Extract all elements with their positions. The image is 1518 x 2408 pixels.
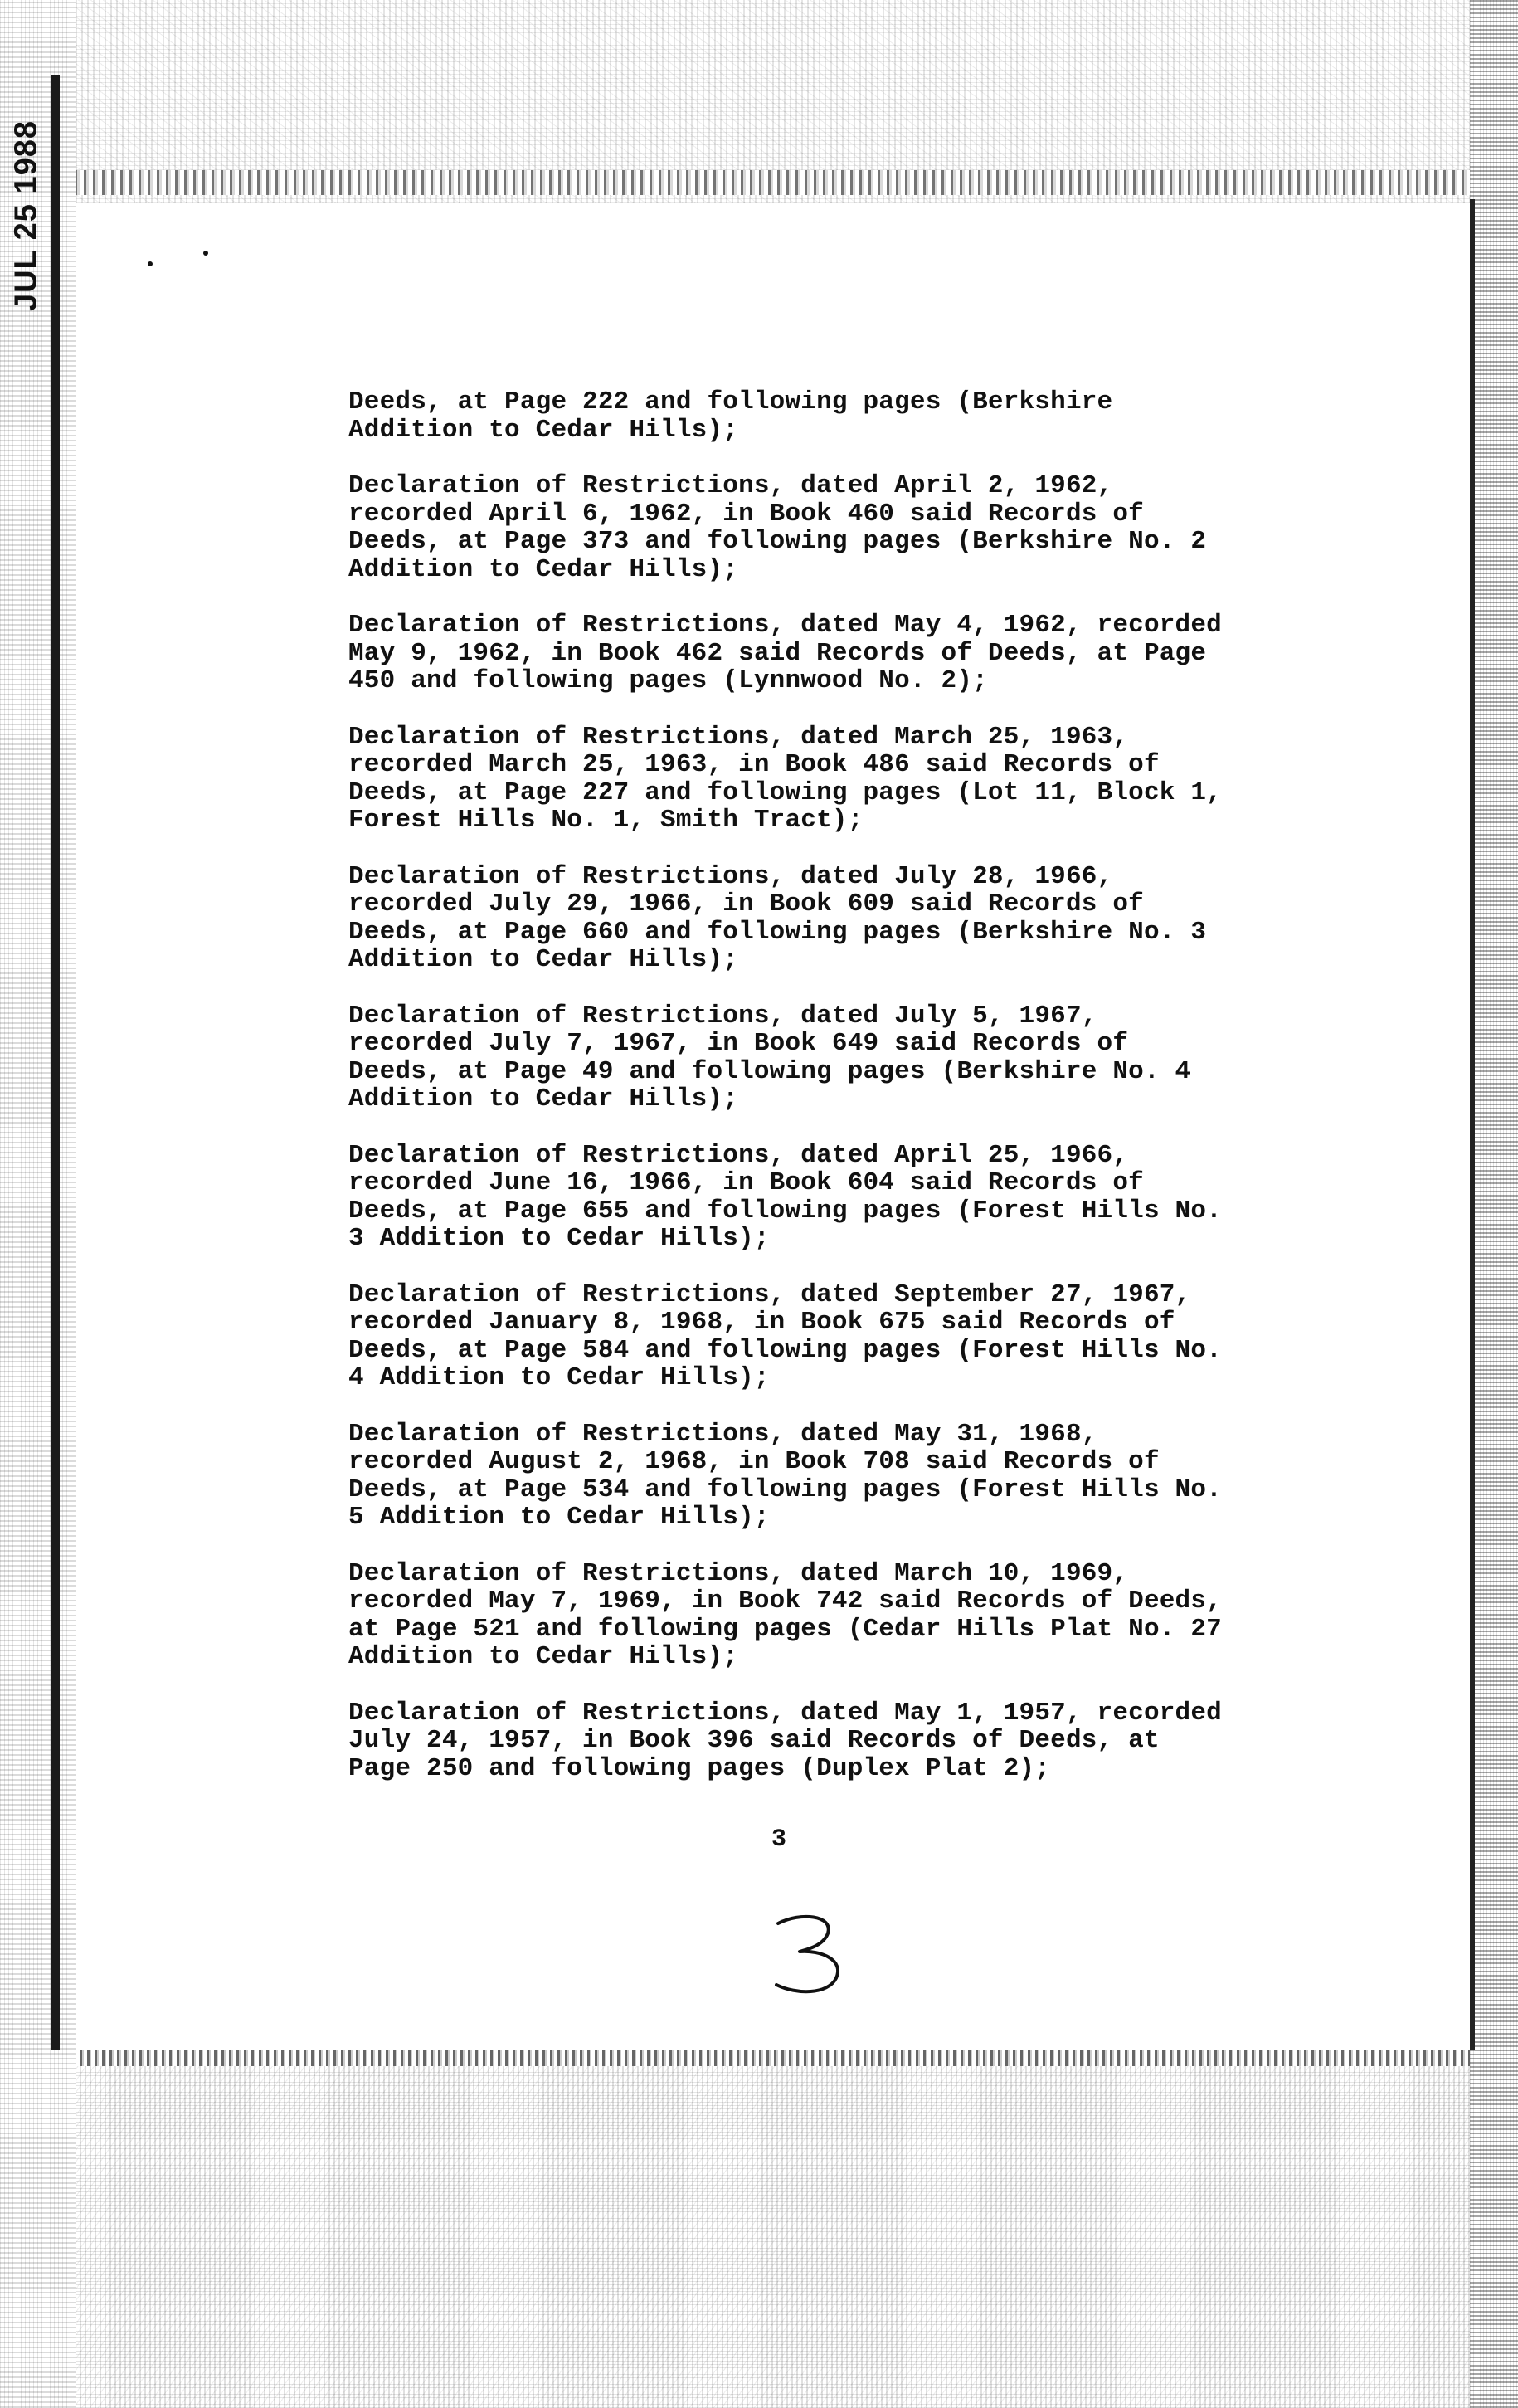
text-line: Declaration of Restrictions, dated May 1, 1957, recorded [348, 1698, 1222, 1728]
text-line: recorded June 16, 1966, in Book 604 said Records of [348, 1168, 1144, 1197]
text-line: recorded August 2, 1968, in Book 708 said Records of [348, 1447, 1160, 1476]
paragraph [348, 472, 1302, 583]
text-line: Declaration of Restrictions, dated March 25, 1963, [348, 722, 1129, 752]
date-stamp [2, 100, 51, 332]
speck [148, 261, 153, 266]
scan-noise-left [0, 0, 76, 2408]
scan-edge-top [75, 170, 1518, 195]
text-line: Declaration of Restrictions, dated March 10, 1969, [348, 1558, 1129, 1588]
text-line: Addition to Cedar Hills); [348, 1642, 739, 1671]
paragraph [348, 863, 1302, 974]
page-number: 3 [771, 1825, 787, 1854]
text-line: Deeds, at Page 227 and following pages (Lot 11, Block 1, [348, 777, 1222, 807]
paragraph [348, 1421, 1302, 1532]
scan-noise-right [1470, 0, 1518, 2408]
paragraph [348, 1002, 1302, 1114]
text-line: recorded July 7, 1967, in Book 649 said Records of [348, 1029, 1129, 1058]
text-line: Declaration of Restrictions, dated April 2, 1962, [348, 471, 1113, 500]
paragraph [348, 1142, 1302, 1253]
paragraph [348, 388, 1302, 444]
text-line: May 9, 1962, in Book 462 said Records of Deeds, at Page [348, 638, 1207, 668]
text-line: Deeds, at Page 660 and following pages (Berkshire No. 3 [348, 917, 1207, 947]
text-line: recorded March 25, 1963, in Book 486 said Records of [348, 750, 1160, 779]
paragraph [348, 1281, 1302, 1392]
text-line: Addition to Cedar Hills); [348, 415, 739, 445]
text-line: Addition to Cedar Hills); [348, 1085, 739, 1114]
paragraph [348, 612, 1302, 695]
text-line: Declaration of Restrictions, dated April 25, 1966, [348, 1140, 1129, 1170]
text-line: recorded May 7, 1969, in Book 742 said Records of Deeds, [348, 1587, 1222, 1616]
scan-noise-bottom [0, 2050, 1518, 2408]
text-line: Declaration of Restrictions, dated May 4, 1962, recorded [348, 611, 1222, 640]
paragraph [348, 724, 1302, 835]
text-line: July 24, 1957, in Book 396 said Records of Deeds, at [348, 1726, 1160, 1755]
text-line: Declaration of Restrictions, dated July 5, 1967, [348, 1001, 1097, 1031]
text-line: 450 and following pages (Lynnwood No. 2); [348, 666, 988, 695]
scan-edge-bottom [50, 2048, 1518, 2066]
scan-edge-right [1470, 199, 1475, 2050]
handwritten-page-number [763, 1908, 863, 2000]
text-line: Deeds, at Page 584 and following pages (Forest Hills No. [348, 1335, 1222, 1365]
text-line: 5 Addition to Cedar Hills); [348, 1503, 770, 1532]
text-line: 3 Addition to Cedar Hills); [348, 1224, 770, 1253]
text-line: at Page 521 and following pages (Cedar Hills Plat No. 27 [348, 1614, 1222, 1644]
text-line: Deeds, at Page 373 and following pages (Berkshire No. 2 [348, 527, 1207, 556]
text-line: Addition to Cedar Hills); [348, 554, 739, 584]
text-line: Addition to Cedar Hills); [348, 945, 739, 974]
text-line: 4 Addition to Cedar Hills); [348, 1363, 770, 1392]
text-line: recorded July 29, 1966, in Book 609 said Records of [348, 890, 1144, 919]
text-line: Deeds, at Page 222 and following pages (Berkshire [348, 388, 1113, 417]
text-line: Deeds, at Page 49 and following pages (Berkshire No. 4 [348, 1056, 1191, 1086]
text-line: Declaration of Restrictions, dated July 28, 1966, [348, 861, 1113, 891]
text-line: recorded January 8, 1968, in Book 675 said Records of [348, 1308, 1175, 1337]
document-body [348, 388, 1302, 1811]
date-stamp-text: JUL 25 1988 [8, 119, 44, 312]
text-line: Deeds, at Page 655 and following pages (Forest Hills No. [348, 1196, 1222, 1226]
paragraph [348, 1560, 1302, 1671]
paragraph [348, 1699, 1302, 1783]
scan-edge-left [51, 75, 60, 2050]
text-line: Page 250 and following pages (Duplex Plat 2); [348, 1753, 1051, 1783]
text-line: Deeds, at Page 534 and following pages (Forest Hills No. [348, 1475, 1222, 1504]
text-line: recorded April 6, 1962, in Book 460 said Records of [348, 499, 1144, 529]
text-line: Forest Hills No. 1, Smith Tract); [348, 806, 864, 835]
text-line: Declaration of Restrictions, dated May 31, 1968, [348, 1419, 1097, 1449]
text-line: Declaration of Restrictions, dated September 27, 1967, [348, 1280, 1191, 1309]
speck [203, 251, 208, 256]
